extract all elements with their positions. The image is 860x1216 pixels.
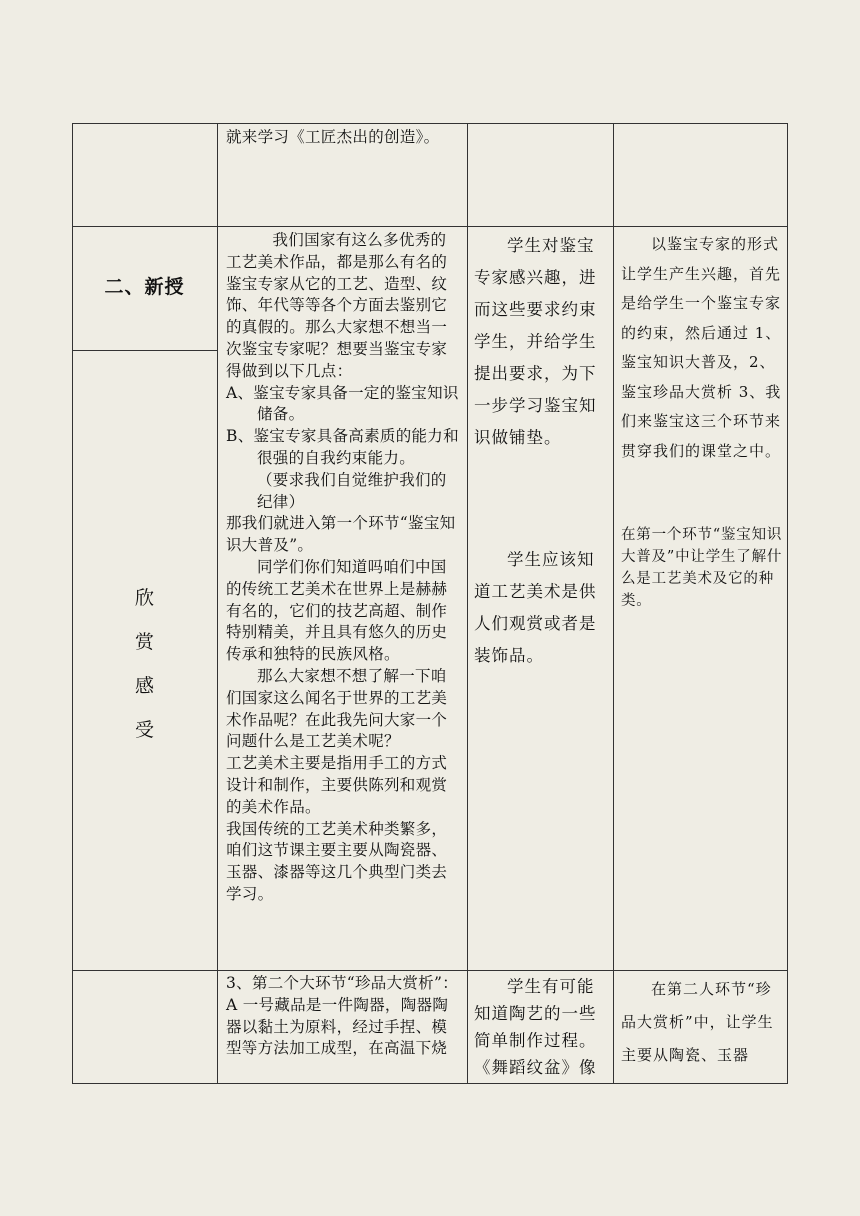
row2-design-cell (621, 230, 783, 612)
lesson-paragraph: 3、第二个大环节“珍品大赏析”： (226, 974, 459, 992)
design-intent: 在第一个环节“鉴宝知识大普及”中让学生了解什么是工艺美术及它的种类。 (621, 527, 783, 609)
design-intent: 在第二人环节“珍品大赏析”中，让学生主要从陶瓷、玉器 (621, 980, 774, 1064)
table-rule (72, 1083, 788, 1084)
row1-lesson-cell (226, 127, 462, 149)
side-label-char: 受 (134, 719, 154, 741)
table-rule (787, 123, 788, 1084)
side-label-char: 感 (134, 675, 154, 697)
section-title-text: 二、新授 (104, 276, 185, 298)
lesson-point-b: B、鉴宝专家具备高素质的能力和很强的自我约束能力。 (226, 427, 459, 467)
student-activity: 学生应该知道工艺美术是供人们观赏或者是装饰品。 (474, 550, 597, 665)
row1-lesson-text: 就来学习《工匠杰出的创造》。 (226, 128, 440, 146)
lesson-paragraph: 我们国家有这么多优秀的工艺美术作品，都是那么有名的鉴宝专家从它的工艺、造型、纹饰、年代等等各个方面去鉴别它的真假的。那么大家想不想当一次鉴宝专家呢？想要当鉴宝专家得做到以下几点： (226, 231, 448, 380)
table-rule (72, 226, 788, 227)
table-rule (72, 123, 788, 124)
lesson-paragraph: 同学们你们知道吗咱们中国的传统工艺美术在世界上是赫赫有名的，它们的技艺高超、制作特别精美，并且具有悠久的历史传承和独特的民族风格。 (226, 557, 448, 664)
lesson-paragraph: 我国传统的工艺美术种类繁多，咱们这节课主要主要从陶瓷器、玉器、漆器等这几个典型门类去学习。 (226, 819, 448, 903)
side-label-char: 欣 (134, 587, 154, 609)
row3-student-cell (474, 973, 608, 1081)
student-activity: 学生对鉴宝专家感兴趣，进而这些要求约束学生，并给学生提出要求，为下一步学习鉴宝知识做铺垫。 (474, 236, 597, 447)
side-label-char: 赏 (134, 631, 154, 653)
row3-lesson-cell (226, 973, 462, 1060)
table-rule (613, 123, 614, 1084)
table-rule (72, 970, 788, 971)
student-activity: 学生有可能知道陶艺的一些简单制作过程。《舞蹈纹盆》像 (474, 977, 597, 1077)
row2-student-cell (474, 230, 608, 672)
table-rule (467, 123, 468, 1084)
lesson-point-a: A、鉴宝专家具备一定的鉴宝知识储备。 (226, 383, 459, 424)
lesson-paragraph: A 一号藏品是一件陶器，陶器陶器以黏土为原料，经过手捏、模型等方法加工成型，在高温下烧 (226, 995, 449, 1058)
lesson-note: （要求我们自觉维护我们的纪律） (257, 470, 447, 511)
table-rule (72, 350, 217, 351)
lesson-paragraph: 那我们就进入第一个环节“鉴宝知识大普及”。 (226, 514, 456, 555)
table-rule (217, 123, 218, 1084)
lesson-paragraph: 工艺美术主要是指用手工的方式设计和制作，主要供陈列和观赏的美术作品。 (226, 754, 448, 816)
row2-lesson-cell (226, 230, 462, 906)
side-label (72, 576, 217, 752)
design-intent: 以鉴宝专家的形式让学生产生兴趣，首先是给学生一个鉴宝专家的约束，然后通过 1、鉴宝知识大普及，2、鉴宝珍品大赏析 3、我们来鉴宝这三个环节来贯穿我们的课堂之中。 (621, 235, 782, 460)
lesson-paragraph: 那么大家想不想了解一下咱们国家这么闻名于世界的工艺美术作品呢？在此我先问大家一个问题什么是工艺美术呢？ (226, 666, 448, 751)
section-title (72, 276, 217, 298)
row3-design-cell (621, 973, 783, 1072)
